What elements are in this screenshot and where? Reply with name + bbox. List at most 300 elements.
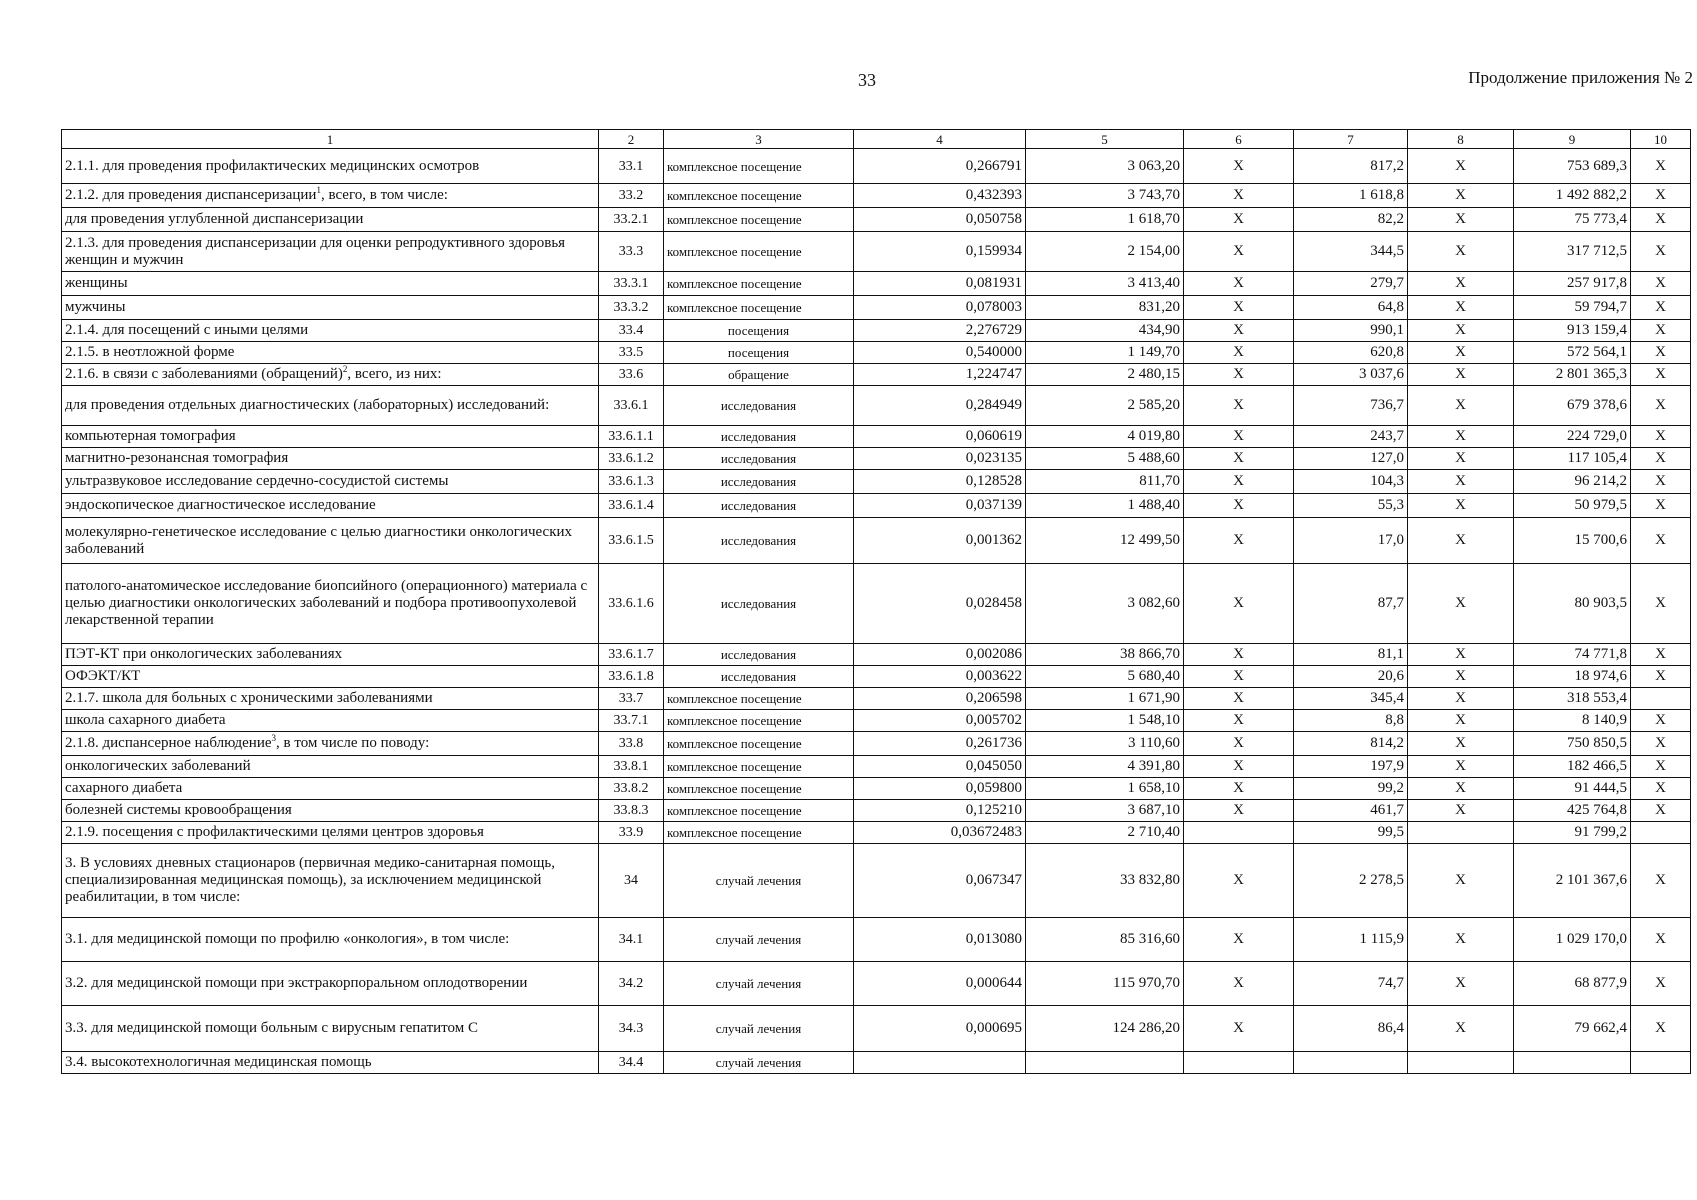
unit-of-measure: комплексное посещение — [664, 149, 854, 184]
col6-value: X — [1184, 272, 1294, 296]
col9-value: 18 974,6 — [1514, 666, 1631, 688]
norm-value — [854, 1052, 1026, 1074]
table-row — [62, 364, 1691, 386]
cost-per-unit: 1 671,90 — [1026, 688, 1184, 710]
row-name-text: 2.1.1. для проведения профилактических медицинских осмотров — [65, 157, 480, 174]
col7-value: 2 278,5 — [1294, 844, 1408, 918]
table-row — [62, 962, 1691, 1006]
unit-of-measure: исследования — [664, 494, 854, 518]
col6-value: X — [1184, 644, 1294, 666]
column-header: 7 — [1294, 130, 1408, 149]
unit-of-measure: комплексное посещение — [664, 232, 854, 272]
row-name — [62, 666, 599, 688]
col8-value: X — [1408, 778, 1514, 800]
unit-of-measure: комплексное посещение — [664, 296, 854, 320]
row-name-text: мужчины — [65, 299, 126, 315]
col6-value: X — [1184, 448, 1294, 470]
col8-value: X — [1408, 644, 1514, 666]
row-name — [62, 518, 599, 564]
row-name-text: 2.1.6. в связи с заболеваниями (обращений) — [65, 366, 343, 382]
cost-per-unit: 2 585,20 — [1026, 386, 1184, 426]
row-name-text: 3.1. для медицинской помощи по профилю «онкология», в том числе: — [65, 931, 510, 947]
footnote-mark: 1 — [316, 185, 321, 195]
col10-value: X — [1631, 342, 1691, 364]
col6-value: X — [1184, 320, 1294, 342]
col6-value — [1184, 822, 1294, 844]
col9-value: 80 903,5 — [1514, 564, 1631, 644]
table-row — [62, 208, 1691, 232]
norm-value: 1,224747 — [854, 364, 1026, 386]
cost-per-unit: 3 082,60 — [1026, 564, 1184, 644]
col10-value: X — [1631, 732, 1691, 756]
col9-value: 913 159,4 — [1514, 320, 1631, 342]
col9-value — [1514, 1052, 1631, 1074]
col10-value: X — [1631, 1006, 1691, 1052]
col7-value: 82,2 — [1294, 208, 1408, 232]
row-name-text: для проведения отдельных диагностических (лабораторных) исследований: — [65, 397, 550, 413]
col9-value: 257 917,8 — [1514, 272, 1631, 296]
col9-value: 224 729,0 — [1514, 426, 1631, 448]
cost-per-unit: 2 154,00 — [1026, 232, 1184, 272]
row-name-text: патолого-анатомическое исследование биопсийного (операционного) материала с целью диагностики онкологических заболеваний и подбора противоопухолевой лекарственной терапии — [65, 578, 588, 628]
unit-of-measure: комплексное посещение — [664, 778, 854, 800]
row-name — [62, 272, 599, 296]
row-code: 33.6.1 — [599, 386, 664, 426]
column-header: 10 — [1631, 130, 1691, 149]
table-row — [62, 386, 1691, 426]
col9-value: 1 492 882,2 — [1514, 184, 1631, 208]
table-row — [62, 272, 1691, 296]
row-code: 33.9 — [599, 822, 664, 844]
unit-of-measure: исследования — [664, 564, 854, 644]
col9-value: 74 771,8 — [1514, 644, 1631, 666]
col7-value: 20,6 — [1294, 666, 1408, 688]
row-name-text: женщины — [65, 275, 128, 291]
col7-value: 345,4 — [1294, 688, 1408, 710]
col8-value — [1408, 1052, 1514, 1074]
col9-value: 182 466,5 — [1514, 756, 1631, 778]
norm-value: 0,266791 — [854, 149, 1026, 184]
row-name — [62, 448, 599, 470]
col8-value: X — [1408, 844, 1514, 918]
norm-value: 0,059800 — [854, 778, 1026, 800]
row-name-text: 2.1.7. школа для больных с хроническими заболеваниями — [65, 690, 433, 706]
column-header: 5 — [1026, 130, 1184, 149]
col7-value: 64,8 — [1294, 296, 1408, 320]
table-row — [62, 800, 1691, 822]
cost-per-unit: 38 866,70 — [1026, 644, 1184, 666]
col10-value — [1631, 1052, 1691, 1074]
row-code: 33.6.1.4 — [599, 494, 664, 518]
unit-of-measure: случай лечения — [664, 962, 854, 1006]
row-name-text: магнитно-резонансная томография — [65, 450, 289, 466]
column-header: 2 — [599, 130, 664, 149]
col10-value: X — [1631, 666, 1691, 688]
table-row — [62, 918, 1691, 962]
column-header: 6 — [1184, 130, 1294, 149]
cost-per-unit: 2 710,40 — [1026, 822, 1184, 844]
unit-of-measure: случай лечения — [664, 918, 854, 962]
row-name — [62, 710, 599, 732]
cost-per-unit: 4 391,80 — [1026, 756, 1184, 778]
unit-of-measure: исследования — [664, 386, 854, 426]
table-row — [62, 564, 1691, 644]
row-code: 34 — [599, 844, 664, 918]
row-name — [62, 800, 599, 822]
col7-value: 17,0 — [1294, 518, 1408, 564]
table-row — [62, 1052, 1691, 1074]
col7-value: 990,1 — [1294, 320, 1408, 342]
unit-of-measure: случай лечения — [664, 1006, 854, 1052]
unit-of-measure: комплексное посещение — [664, 822, 854, 844]
col10-value: X — [1631, 494, 1691, 518]
table-row — [62, 778, 1691, 800]
norm-value: 0,060619 — [854, 426, 1026, 448]
col8-value: X — [1408, 272, 1514, 296]
col6-value: X — [1184, 208, 1294, 232]
unit-of-measure: обращение — [664, 364, 854, 386]
cost-per-unit: 811,70 — [1026, 470, 1184, 494]
col8-value: X — [1408, 962, 1514, 1006]
col9-value: 679 378,6 — [1514, 386, 1631, 426]
norm-value: 0,03672483 — [854, 822, 1026, 844]
col8-value: X — [1408, 800, 1514, 822]
row-name-text: 3. В условиях дневных стационаров (первичная медико-санитарная помощь, специализированная медицинская помощь), за исключением медицинской реабилитации, в том числе: — [65, 855, 555, 905]
col9-value: 79 662,4 — [1514, 1006, 1631, 1052]
col8-value — [1408, 822, 1514, 844]
norm-value: 0,013080 — [854, 918, 1026, 962]
col7-value: 87,7 — [1294, 564, 1408, 644]
col7-value: 620,8 — [1294, 342, 1408, 364]
col6-value: X — [1184, 666, 1294, 688]
unit-of-measure: комплексное посещение — [664, 800, 854, 822]
row-name — [62, 1006, 599, 1052]
table-row — [62, 732, 1691, 756]
row-name — [62, 208, 599, 232]
cost-per-unit: 1 658,10 — [1026, 778, 1184, 800]
col9-value: 91 444,5 — [1514, 778, 1631, 800]
unit-of-measure: комплексное посещение — [664, 272, 854, 296]
row-code: 33.6.1.3 — [599, 470, 664, 494]
unit-of-measure: комплексное посещение — [664, 184, 854, 208]
col9-value: 425 764,8 — [1514, 800, 1631, 822]
col6-value: X — [1184, 1006, 1294, 1052]
col8-value: X — [1408, 918, 1514, 962]
row-code: 33.8.1 — [599, 756, 664, 778]
row-code: 33.6.1.2 — [599, 448, 664, 470]
col6-value: X — [1184, 564, 1294, 644]
col10-value: X — [1631, 518, 1691, 564]
cost-per-unit: 3 743,70 — [1026, 184, 1184, 208]
col10-value: X — [1631, 564, 1691, 644]
row-name — [62, 644, 599, 666]
col8-value: X — [1408, 232, 1514, 272]
col10-value: X — [1631, 844, 1691, 918]
col8-value: X — [1408, 364, 1514, 386]
cost-per-unit: 3 110,60 — [1026, 732, 1184, 756]
col6-value: X — [1184, 364, 1294, 386]
col7-value: 99,5 — [1294, 822, 1408, 844]
col6-value — [1184, 1052, 1294, 1074]
col9-value: 59 794,7 — [1514, 296, 1631, 320]
col6-value: X — [1184, 494, 1294, 518]
cost-per-unit: 12 499,50 — [1026, 518, 1184, 564]
norm-value: 0,001362 — [854, 518, 1026, 564]
col6-value: X — [1184, 184, 1294, 208]
col10-value: X — [1631, 320, 1691, 342]
col8-value: X — [1408, 470, 1514, 494]
col7-value: 817,2 — [1294, 149, 1408, 184]
row-name — [62, 688, 599, 710]
row-name — [62, 296, 599, 320]
col6-value: X — [1184, 710, 1294, 732]
row-code: 34.2 — [599, 962, 664, 1006]
col8-value: X — [1408, 732, 1514, 756]
table-row — [62, 342, 1691, 364]
col8-value: X — [1408, 666, 1514, 688]
column-number-row — [62, 130, 1691, 149]
table-body — [62, 149, 1691, 1074]
col10-value: X — [1631, 364, 1691, 386]
table-row — [62, 518, 1691, 564]
row-code: 34.4 — [599, 1052, 664, 1074]
col7-value: 344,5 — [1294, 232, 1408, 272]
unit-of-measure: случай лечения — [664, 1052, 854, 1074]
row-name-tail: , в том числе по поводу: — [276, 735, 430, 751]
norm-value: 0,023135 — [854, 448, 1026, 470]
cost-per-unit: 3 687,10 — [1026, 800, 1184, 822]
col7-value: 55,3 — [1294, 494, 1408, 518]
table-row — [62, 184, 1691, 208]
col9-value: 8 140,9 — [1514, 710, 1631, 732]
table-row — [62, 822, 1691, 844]
row-name — [62, 184, 599, 208]
row-name — [62, 364, 599, 386]
col10-value: X — [1631, 800, 1691, 822]
col9-value: 15 700,6 — [1514, 518, 1631, 564]
col10-value: X — [1631, 184, 1691, 208]
col6-value: X — [1184, 149, 1294, 184]
table-row — [62, 448, 1691, 470]
col9-value: 91 799,2 — [1514, 822, 1631, 844]
row-name-text: онкологических заболеваний — [65, 758, 251, 774]
col7-value: 461,7 — [1294, 800, 1408, 822]
col10-value: X — [1631, 962, 1691, 1006]
col9-value: 317 712,5 — [1514, 232, 1631, 272]
unit-of-measure: комплексное посещение — [664, 732, 854, 756]
unit-of-measure: комплексное посещение — [664, 688, 854, 710]
row-code: 33.6.1.7 — [599, 644, 664, 666]
col9-value: 96 214,2 — [1514, 470, 1631, 494]
col6-value: X — [1184, 918, 1294, 962]
norm-value: 2,276729 — [854, 320, 1026, 342]
row-code: 33.8.3 — [599, 800, 664, 822]
norm-value: 0,050758 — [854, 208, 1026, 232]
col10-value: X — [1631, 426, 1691, 448]
cost-per-unit: 434,90 — [1026, 320, 1184, 342]
footnote-mark: 3 — [271, 733, 277, 743]
col10-value: X — [1631, 756, 1691, 778]
unit-of-measure: посещения — [664, 342, 854, 364]
row-name-text: 2.1.5. в неотложной форме — [65, 344, 235, 360]
norm-value: 0,003622 — [854, 666, 1026, 688]
row-name-text: 3.4. высокотехнологичная медицинская помощь — [65, 1054, 372, 1070]
row-name-text: ультразвуковое исследование сердечно-сосудистой системы — [65, 473, 449, 489]
col7-value: 8,8 — [1294, 710, 1408, 732]
col7-value: 243,7 — [1294, 426, 1408, 448]
cost-per-unit: 3 413,40 — [1026, 272, 1184, 296]
col7-value: 99,2 — [1294, 778, 1408, 800]
col6-value: X — [1184, 386, 1294, 426]
row-name — [62, 732, 599, 756]
col10-value: X — [1631, 470, 1691, 494]
row-name-text: болезней системы кровообращения — [65, 802, 292, 818]
row-name-text: 2.1.2. для проведения диспансеризации — [65, 187, 317, 203]
col8-value: X — [1408, 342, 1514, 364]
col9-value: 2 101 367,6 — [1514, 844, 1631, 918]
col6-value: X — [1184, 732, 1294, 756]
row-code: 33.3.2 — [599, 296, 664, 320]
cost-per-unit — [1026, 1052, 1184, 1074]
row-name-tail: , всего, в том числе: — [320, 187, 448, 203]
row-code: 33.6 — [599, 364, 664, 386]
unit-of-measure: исследования — [664, 666, 854, 688]
norm-value: 0,540000 — [854, 342, 1026, 364]
unit-of-measure: комплексное посещение — [664, 208, 854, 232]
column-header: 8 — [1408, 130, 1514, 149]
col10-value: X — [1631, 918, 1691, 962]
norm-value: 0,037139 — [854, 494, 1026, 518]
row-name — [62, 1052, 599, 1074]
row-name-text: ПЭТ-КТ при онкологических заболеваниях — [65, 646, 343, 662]
col9-value: 572 564,1 — [1514, 342, 1631, 364]
col7-value: 81,1 — [1294, 644, 1408, 666]
row-name — [62, 564, 599, 644]
table-row — [62, 494, 1691, 518]
row-name — [62, 342, 599, 364]
row-name-text: 2.1.3. для проведения диспансеризации для оценки репродуктивного здоровья женщин и мужчин — [65, 234, 566, 268]
col7-value: 127,0 — [1294, 448, 1408, 470]
table-row — [62, 149, 1691, 184]
cost-per-unit: 1 488,40 — [1026, 494, 1184, 518]
column-header: 3 — [664, 130, 854, 149]
norm-value: 0,028458 — [854, 564, 1026, 644]
column-header: 9 — [1514, 130, 1631, 149]
col6-value: X — [1184, 518, 1294, 564]
appendix-continuation-note: Продолжение приложения № 2 — [1468, 68, 1693, 87]
row-code: 33.2.1 — [599, 208, 664, 232]
unit-of-measure: исследования — [664, 426, 854, 448]
table-row — [62, 756, 1691, 778]
cost-per-unit: 124 286,20 — [1026, 1006, 1184, 1052]
row-code: 34.3 — [599, 1006, 664, 1052]
row-name — [62, 386, 599, 426]
norm-value: 0,002086 — [854, 644, 1026, 666]
col9-value: 1 029 170,0 — [1514, 918, 1631, 962]
col6-value: X — [1184, 296, 1294, 320]
col10-value: X — [1631, 149, 1691, 184]
norm-value: 0,045050 — [854, 756, 1026, 778]
col7-value: 279,7 — [1294, 272, 1408, 296]
col7-value: 814,2 — [1294, 732, 1408, 756]
cost-per-unit: 1 618,70 — [1026, 208, 1184, 232]
col9-value: 750 850,5 — [1514, 732, 1631, 756]
table-row — [62, 844, 1691, 918]
col7-value: 1 618,8 — [1294, 184, 1408, 208]
col8-value: X — [1408, 518, 1514, 564]
row-code: 33.2 — [599, 184, 664, 208]
row-code: 33.8 — [599, 732, 664, 756]
column-header: 1 — [62, 130, 599, 149]
cost-per-unit: 1 149,70 — [1026, 342, 1184, 364]
row-code: 34.1 — [599, 918, 664, 962]
col6-value: X — [1184, 470, 1294, 494]
unit-of-measure: исследования — [664, 448, 854, 470]
row-code: 33.5 — [599, 342, 664, 364]
cost-per-unit: 4 019,80 — [1026, 426, 1184, 448]
row-code: 33.7 — [599, 688, 664, 710]
row-code: 33.6.1.5 — [599, 518, 664, 564]
row-code: 33.6.1.8 — [599, 666, 664, 688]
row-name — [62, 822, 599, 844]
unit-of-measure: исследования — [664, 470, 854, 494]
col10-value: X — [1631, 296, 1691, 320]
norm-value: 0,432393 — [854, 184, 1026, 208]
norm-value: 0,067347 — [854, 844, 1026, 918]
col7-value: 736,7 — [1294, 386, 1408, 426]
cost-per-unit: 831,20 — [1026, 296, 1184, 320]
row-name-tail: , всего, из них: — [347, 366, 442, 382]
col8-value: X — [1408, 448, 1514, 470]
col10-value: X — [1631, 644, 1691, 666]
norm-value: 0,005702 — [854, 710, 1026, 732]
col8-value: X — [1408, 494, 1514, 518]
col8-value: X — [1408, 296, 1514, 320]
row-code: 33.6.1.1 — [599, 426, 664, 448]
cost-per-unit: 33 832,80 — [1026, 844, 1184, 918]
col6-value: X — [1184, 800, 1294, 822]
row-name — [62, 778, 599, 800]
col6-value: X — [1184, 688, 1294, 710]
table-row — [62, 644, 1691, 666]
col10-value: X — [1631, 208, 1691, 232]
col10-value: X — [1631, 272, 1691, 296]
col10-value — [1631, 688, 1691, 710]
cost-per-unit: 5 680,40 — [1026, 666, 1184, 688]
row-name — [62, 470, 599, 494]
norm-value: 0,284949 — [854, 386, 1026, 426]
col6-value: X — [1184, 232, 1294, 272]
col8-value: X — [1408, 710, 1514, 732]
unit-of-measure: комплексное посещение — [664, 710, 854, 732]
row-code: 33.3.1 — [599, 272, 664, 296]
col9-value: 318 553,4 — [1514, 688, 1631, 710]
cost-per-unit: 5 488,60 — [1026, 448, 1184, 470]
col8-value: X — [1408, 426, 1514, 448]
col8-value: X — [1408, 386, 1514, 426]
row-name-text: школа сахарного диабета — [65, 712, 226, 728]
cost-per-unit: 85 316,60 — [1026, 918, 1184, 962]
col10-value — [1631, 822, 1691, 844]
row-name — [62, 756, 599, 778]
col7-value: 74,7 — [1294, 962, 1408, 1006]
row-name-text: ОФЭКТ/КТ — [65, 668, 141, 684]
col8-value: X — [1408, 564, 1514, 644]
col7-value: 104,3 — [1294, 470, 1408, 494]
col8-value: X — [1408, 1006, 1514, 1052]
data-table — [61, 129, 1691, 1074]
col9-value: 753 689,3 — [1514, 149, 1631, 184]
